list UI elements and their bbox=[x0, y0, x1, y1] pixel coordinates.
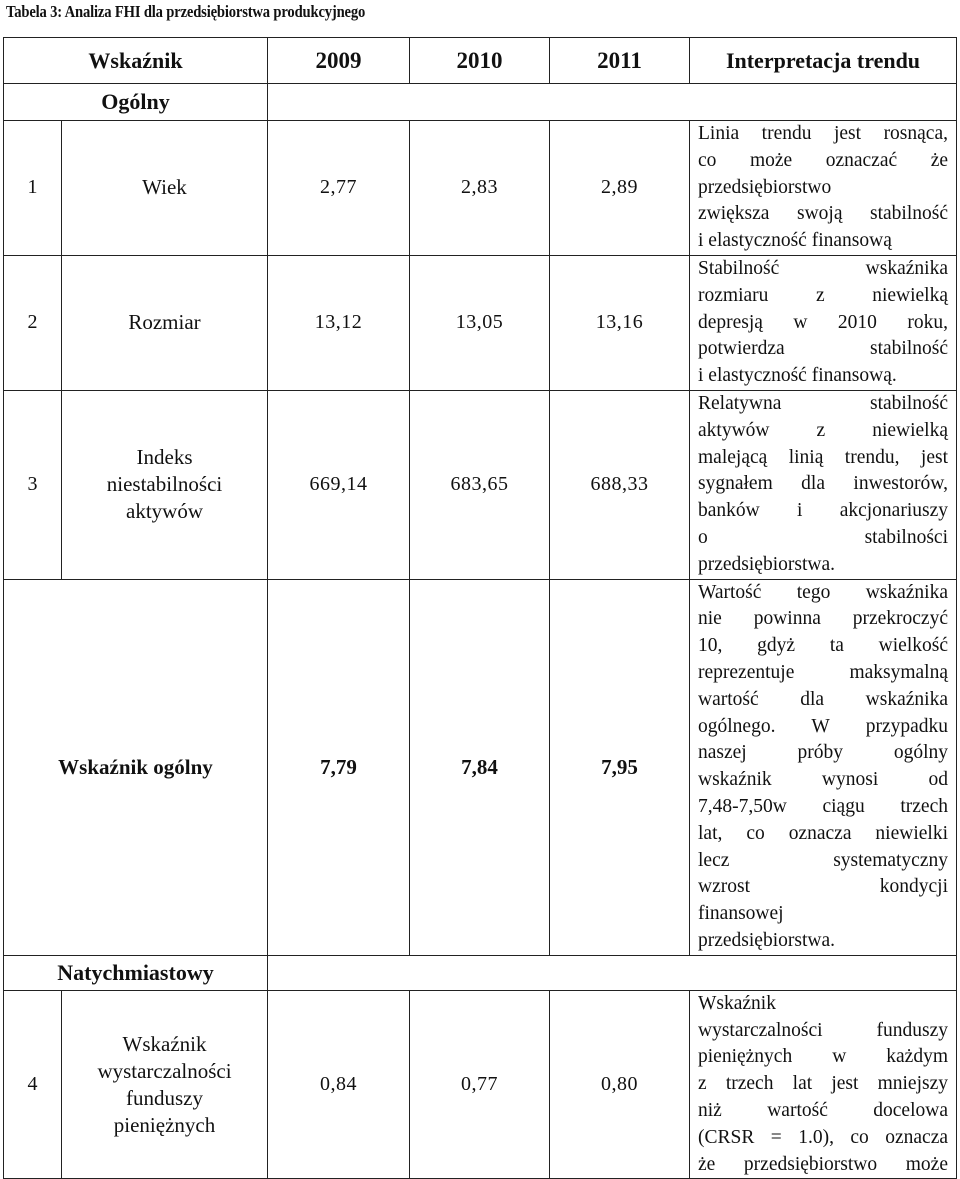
row-number: 3 bbox=[4, 390, 62, 579]
total-interpretation bbox=[690, 579, 957, 955]
interpretation-line: o stabilności bbox=[698, 526, 948, 548]
value-2010: 13,05 bbox=[410, 255, 550, 390]
value-2010: 683,65 bbox=[410, 390, 550, 579]
section-row-general bbox=[4, 84, 957, 121]
interpretation-line: zwiększa swoją stabilność bbox=[698, 203, 948, 225]
interpretation-line: (CRSR = 1.0), co oznacza bbox=[698, 1126, 948, 1148]
section-row-immediate bbox=[4, 955, 957, 990]
total-indicator-name: Wskaźnik ogólny bbox=[4, 579, 268, 955]
interpretation-line: finansowej bbox=[698, 903, 784, 925]
table-row bbox=[4, 390, 957, 579]
table-row bbox=[4, 990, 957, 1179]
value-2011: 0,80 bbox=[550, 990, 690, 1179]
section-immediate-label: Natychmiastowy bbox=[4, 955, 268, 990]
interpretation-line: że przedsiębiorstwo może bbox=[698, 1153, 948, 1175]
interpretation-line: i elastyczność finansową. bbox=[698, 365, 897, 387]
interpretation-line: nie powinna przekroczyć bbox=[698, 608, 948, 630]
interpretation bbox=[690, 990, 957, 1179]
value-2009: 2,77 bbox=[268, 121, 410, 256]
interpretation bbox=[690, 121, 957, 256]
value-2009: 13,12 bbox=[268, 255, 410, 390]
table-row bbox=[4, 121, 957, 256]
row-number: 2 bbox=[4, 255, 62, 390]
total-value-2010: 7,84 bbox=[410, 579, 550, 955]
value-2011: 13,16 bbox=[550, 255, 690, 390]
indicator-name-line: Wskaźnik bbox=[122, 1031, 207, 1056]
interpretation-line: wskaźnik wynosi od bbox=[698, 769, 948, 791]
interpretation-line: pieniężnych w każdym bbox=[698, 1046, 948, 1068]
value-2010: 0,77 bbox=[410, 990, 550, 1179]
interpretation-line: z trzech lat jest mniejszy bbox=[698, 1073, 948, 1095]
interpretation-line: rozmiaru z niewielką bbox=[698, 284, 948, 306]
header-indicator: Wskaźnik bbox=[4, 38, 268, 84]
row-number: 4 bbox=[4, 990, 62, 1179]
interpretation-line: wartość dla wskaźnika bbox=[698, 688, 948, 710]
interpretation bbox=[690, 390, 957, 579]
interpretation-line: przedsiębiorstwa. bbox=[698, 553, 835, 575]
interpretation-line: 10, gdyż ta wielkość bbox=[698, 635, 948, 657]
indicator-name-line: Wiek bbox=[142, 175, 187, 200]
header-2009: 2009 bbox=[268, 38, 410, 84]
interpretation-line: reprezentuje maksymalną bbox=[698, 661, 948, 683]
interpretation-line: potwierdza stabilność bbox=[698, 338, 948, 360]
interpretation-line: aktywów z niewielką bbox=[698, 419, 948, 441]
interpretation-line: lecz systematyczny bbox=[698, 849, 948, 871]
section-general-label: Ogólny bbox=[4, 84, 268, 121]
interpretation-line: Wskaźnik bbox=[698, 992, 776, 1014]
interpretation-line: Relatywna stabilność bbox=[698, 392, 948, 414]
fhi-analysis-table bbox=[3, 37, 957, 1179]
indicator-name-line: Indeks bbox=[136, 445, 193, 470]
value-2011: 2,89 bbox=[550, 121, 690, 256]
interpretation-line: depresją w 2010 roku, bbox=[698, 311, 948, 333]
indicator-name-line: funduszy bbox=[126, 1085, 203, 1110]
section-general-empty bbox=[268, 84, 957, 121]
interpretation-line: ogólnego. W przypadku bbox=[698, 715, 948, 737]
interpretation-line: lat, co oznacza niewielki bbox=[698, 822, 948, 844]
total-row bbox=[4, 579, 957, 955]
indicator-name-line: wystarczalności bbox=[97, 1058, 232, 1083]
table-caption: Tabela 3: Analiza FHI dla przedsiębiorstwa produkcyjnego bbox=[6, 2, 366, 21]
interpretation-line: przedsiębiorstwa. bbox=[698, 929, 835, 951]
section-immediate-empty bbox=[268, 955, 957, 990]
interpretation-line: i elastyczność finansową bbox=[698, 230, 892, 252]
table-row bbox=[4, 255, 957, 390]
row-number: 1 bbox=[4, 121, 62, 256]
interpretation-line: wystarczalności funduszy bbox=[698, 1019, 948, 1041]
value-2009: 669,14 bbox=[268, 390, 410, 579]
total-value-2009: 7,79 bbox=[268, 579, 410, 955]
value-2009: 0,84 bbox=[268, 990, 410, 1179]
header-interpretation: Interpretacja trendu bbox=[690, 38, 957, 84]
interpretation-line: Wartość tego wskaźnika bbox=[698, 581, 948, 603]
indicator-name bbox=[62, 121, 268, 256]
value-2010: 2,83 bbox=[410, 121, 550, 256]
indicator-name-line: pieniężnych bbox=[113, 1112, 216, 1137]
indicator-name-line: aktywów bbox=[126, 499, 203, 524]
interpretation bbox=[690, 255, 957, 390]
interpretation-line: 7,48-7,50w ciągu trzech bbox=[698, 795, 948, 817]
value-2011: 688,33 bbox=[550, 390, 690, 579]
interpretation-line: wzrost kondycji bbox=[698, 876, 948, 898]
interpretation-line: co może oznaczać że bbox=[698, 149, 948, 171]
indicator-name bbox=[62, 990, 268, 1179]
indicator-name-line: Rozmiar bbox=[128, 310, 201, 335]
header-2010: 2010 bbox=[410, 38, 550, 84]
interpretation-line: Stabilność wskaźnika bbox=[698, 257, 948, 279]
header-row bbox=[4, 38, 957, 84]
interpretation-line: naszej próby ogólny bbox=[698, 742, 948, 764]
interpretation-line: malejącą linią trendu, jest bbox=[698, 446, 948, 468]
indicator-name-line: niestabilności bbox=[106, 472, 223, 497]
interpretation-line: niż wartość docelowa bbox=[698, 1099, 948, 1121]
interpretation-line: sygnałem dla inwestorów, bbox=[698, 473, 948, 495]
total-value-2011: 7,95 bbox=[550, 579, 690, 955]
interpretation-line: przedsiębiorstwo bbox=[698, 176, 832, 198]
indicator-name bbox=[62, 390, 268, 579]
interpretation-line: banków i akcjonariuszy bbox=[698, 500, 948, 522]
interpretation-line: Linia trendu jest rosnąca, bbox=[698, 123, 948, 144]
header-2011: 2011 bbox=[550, 38, 690, 84]
indicator-name bbox=[62, 255, 268, 390]
